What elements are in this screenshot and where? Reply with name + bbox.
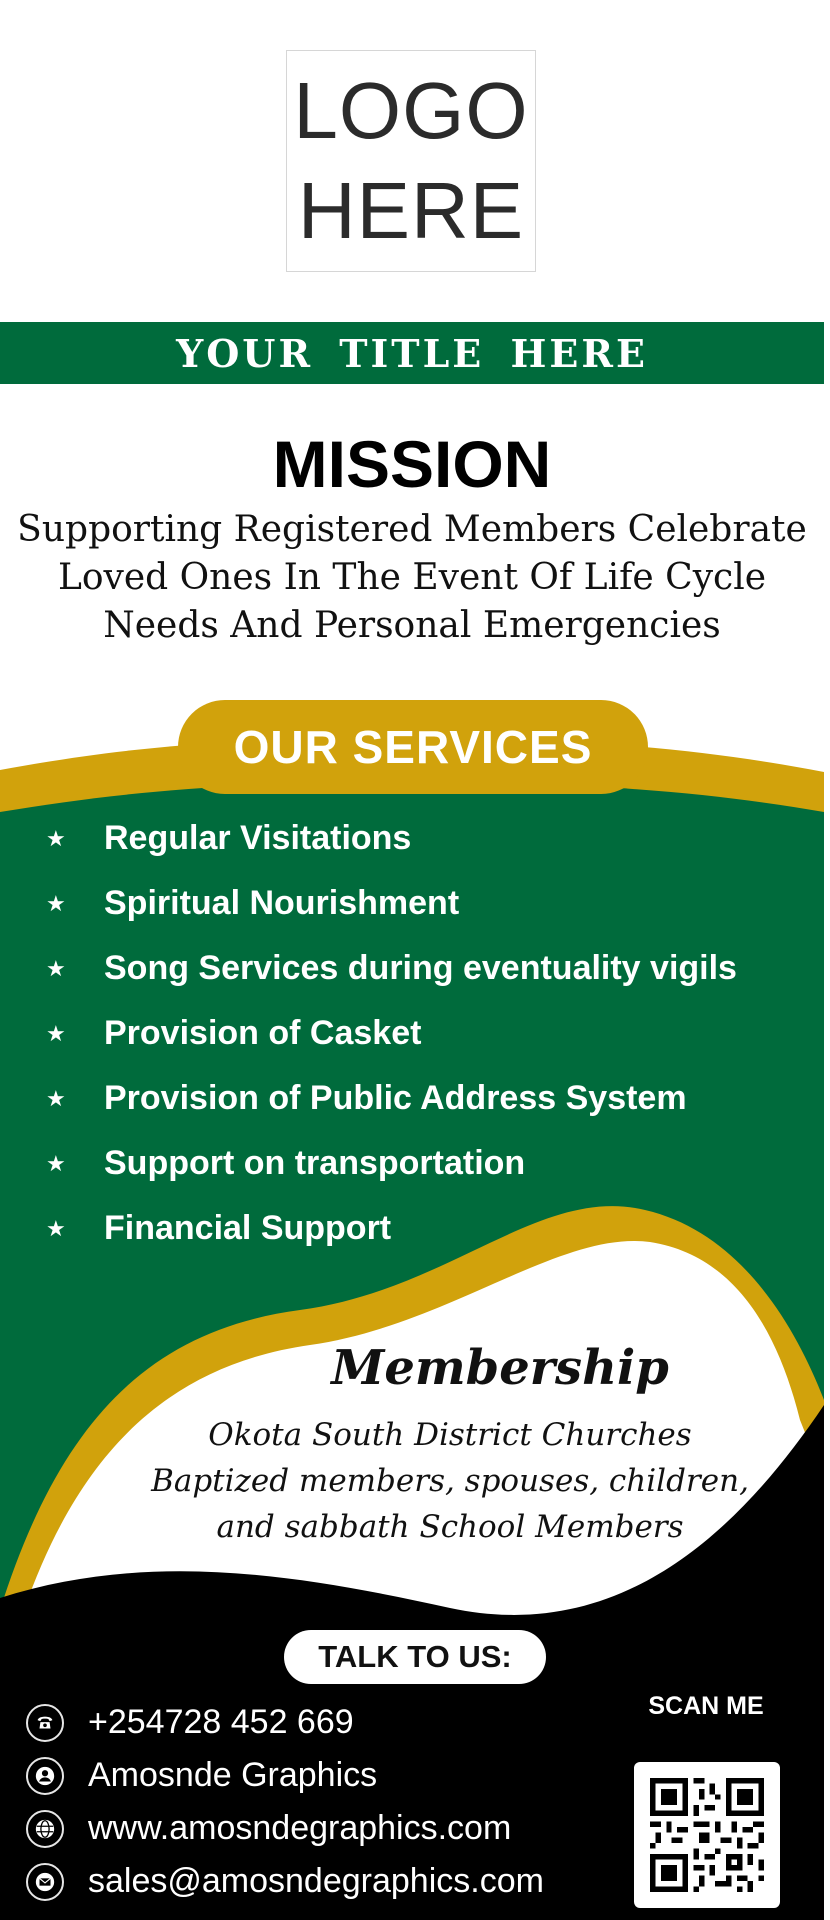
envelope-icon bbox=[26, 1863, 64, 1901]
star-bullet-icon: ★ bbox=[46, 1150, 66, 1176]
talk-to-us-pill bbox=[284, 1630, 546, 1684]
service-label: Support on transportation bbox=[104, 1144, 526, 1182]
service-item bbox=[46, 871, 816, 936]
star-bullet-icon: ★ bbox=[46, 890, 66, 916]
contact-company-row bbox=[26, 1749, 586, 1802]
service-item bbox=[46, 1066, 816, 1131]
banner-title: YOUR TITLE HERE bbox=[176, 330, 648, 376]
membership-line: and sabbath School Members bbox=[216, 1509, 684, 1545]
contact-list bbox=[26, 1696, 586, 1908]
service-item bbox=[46, 1196, 816, 1261]
service-item bbox=[46, 806, 816, 871]
qr-code[interactable] bbox=[634, 1762, 780, 1908]
star-bullet-icon: ★ bbox=[46, 955, 66, 981]
contact-website[interactable]: www.amosndegraphics.com bbox=[88, 1809, 512, 1847]
mission-line: Supporting Registered Members Celebrate bbox=[17, 509, 807, 550]
mission-heading: MISSION bbox=[272, 427, 552, 501]
star-bullet-icon: ★ bbox=[46, 1215, 66, 1241]
service-label: Spiritual Nourishment bbox=[104, 884, 460, 922]
logo-line-2: HERE bbox=[297, 166, 525, 255]
star-bullet-icon: ★ bbox=[46, 825, 66, 851]
membership-line: Okota South District Churches bbox=[208, 1417, 692, 1453]
service-item bbox=[46, 1131, 816, 1196]
contact-phone[interactable]: +254728 452 669 bbox=[88, 1703, 354, 1741]
qr-code-pattern bbox=[650, 1778, 764, 1892]
service-label: Financial Support bbox=[104, 1209, 392, 1247]
services-title-pill bbox=[178, 700, 648, 794]
services-list bbox=[46, 806, 816, 1261]
service-label: Provision of Casket bbox=[104, 1014, 422, 1052]
phone-icon bbox=[26, 1704, 64, 1742]
membership-heading: Membership bbox=[331, 1340, 669, 1396]
contact-company: Amosnde Graphics bbox=[88, 1756, 378, 1794]
star-bullet-icon: ★ bbox=[46, 1085, 66, 1111]
services-title: OUR SERVICES bbox=[233, 721, 593, 773]
title-bar bbox=[0, 322, 824, 384]
contact-email[interactable]: sales@amosndegraphics.com bbox=[88, 1862, 544, 1900]
mission-line: Needs And Personal Emergencies bbox=[103, 605, 721, 646]
globe-icon bbox=[26, 1810, 64, 1848]
service-item bbox=[46, 936, 816, 1001]
star-bullet-icon: ★ bbox=[46, 1020, 66, 1046]
membership-description bbox=[130, 1412, 770, 1550]
membership-line: Baptized members, spouses, children, bbox=[151, 1463, 749, 1499]
service-label: Provision of Public Address System bbox=[104, 1079, 687, 1117]
mission-statement bbox=[0, 506, 824, 650]
talk-to-us-label: TALK TO US: bbox=[318, 1639, 512, 1674]
scan-me-label: SCAN ME bbox=[648, 1692, 764, 1720]
contact-website-row[interactable] bbox=[26, 1802, 586, 1855]
service-label: Regular Visitations bbox=[104, 819, 412, 857]
service-label: Song Services during eventuality vigils bbox=[104, 949, 737, 987]
person-icon bbox=[26, 1757, 64, 1795]
mission-line: Loved Ones In The Event Of Life Cycle bbox=[57, 557, 767, 598]
contact-phone-row[interactable] bbox=[26, 1696, 586, 1749]
contact-email-row[interactable] bbox=[26, 1855, 586, 1908]
logo-placeholder bbox=[286, 50, 536, 272]
logo-line-1: LOGO bbox=[293, 66, 529, 155]
service-item bbox=[46, 1001, 816, 1066]
